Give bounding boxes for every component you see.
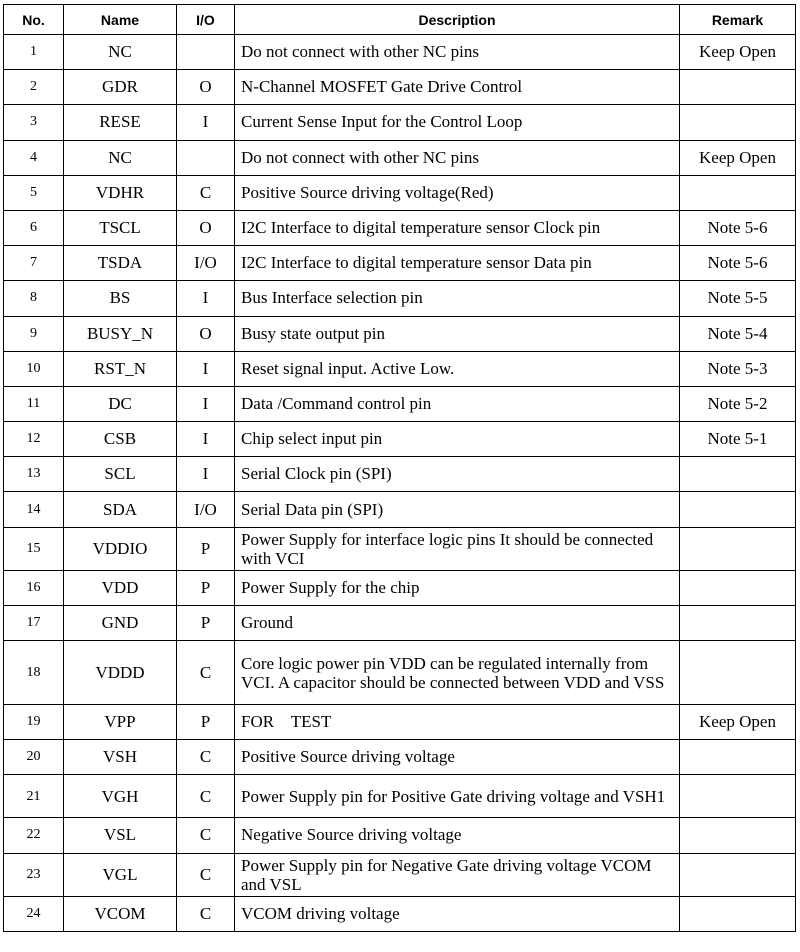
pin-description: Ground bbox=[235, 605, 680, 640]
pin-name: SDA bbox=[64, 492, 177, 527]
pin-description-table bbox=[3, 4, 796, 932]
pin-description: Negative Source driving voltage bbox=[235, 818, 680, 853]
pin-description: I2C Interface to digital temperature sensor Clock pin bbox=[235, 210, 680, 245]
pin-name: GND bbox=[64, 605, 177, 640]
pin-io bbox=[177, 140, 235, 175]
pin-remark bbox=[680, 740, 796, 775]
pin-io: O bbox=[177, 70, 235, 105]
table-row bbox=[4, 570, 796, 605]
pin-description: Power Supply for the chip bbox=[235, 570, 680, 605]
pin-name: VSH bbox=[64, 740, 177, 775]
pin-io: P bbox=[177, 570, 235, 605]
pin-description: Current Sense Input for the Control Loop bbox=[235, 105, 680, 140]
pin-io: C bbox=[177, 853, 235, 896]
table-row bbox=[4, 105, 796, 140]
pin-remark bbox=[680, 570, 796, 605]
pin-number: 17 bbox=[4, 605, 64, 640]
pin-name: RESE bbox=[64, 105, 177, 140]
pin-io: C bbox=[177, 175, 235, 210]
pin-name: GDR bbox=[64, 70, 177, 105]
table-row bbox=[4, 70, 796, 105]
table-row bbox=[4, 316, 796, 351]
pin-number: 2 bbox=[4, 70, 64, 105]
pin-io: I/O bbox=[177, 246, 235, 281]
pin-remark: Keep Open bbox=[680, 35, 796, 70]
pin-description: Power Supply pin for Negative Gate driving voltage VCOM and VSL bbox=[235, 853, 680, 896]
table-row bbox=[4, 605, 796, 640]
pin-name: NC bbox=[64, 35, 177, 70]
table-row bbox=[4, 641, 796, 705]
pin-number: 22 bbox=[4, 818, 64, 853]
table-row bbox=[4, 818, 796, 853]
pin-name: VDHR bbox=[64, 175, 177, 210]
table-row bbox=[4, 140, 796, 175]
table-row bbox=[4, 896, 796, 931]
pin-description: Bus Interface selection pin bbox=[235, 281, 680, 316]
pin-name: NC bbox=[64, 140, 177, 175]
table-row bbox=[4, 281, 796, 316]
pin-io: I/O bbox=[177, 492, 235, 527]
table-row bbox=[4, 35, 796, 70]
pin-number: 8 bbox=[4, 281, 64, 316]
pin-description: Chip select input pin bbox=[235, 422, 680, 457]
header-remark: Remark bbox=[680, 5, 796, 35]
table-row bbox=[4, 422, 796, 457]
table-row bbox=[4, 527, 796, 570]
pin-remark: Note 5-1 bbox=[680, 422, 796, 457]
pin-remark: Note 5-6 bbox=[680, 246, 796, 281]
table-row bbox=[4, 705, 796, 740]
pin-description: Data /Command control pin bbox=[235, 386, 680, 421]
pin-number: 11 bbox=[4, 386, 64, 421]
header-io: I/O bbox=[177, 5, 235, 35]
pin-description: Positive Source driving voltage(Red) bbox=[235, 175, 680, 210]
pin-number: 14 bbox=[4, 492, 64, 527]
pin-remark: Note 5-2 bbox=[680, 386, 796, 421]
pin-remark: Keep Open bbox=[680, 705, 796, 740]
pin-number: 6 bbox=[4, 210, 64, 245]
pin-io: P bbox=[177, 527, 235, 570]
pin-remark bbox=[680, 853, 796, 896]
pin-name: VDDIO bbox=[64, 527, 177, 570]
pin-number: 23 bbox=[4, 853, 64, 896]
pin-remark bbox=[680, 775, 796, 818]
pin-io: I bbox=[177, 422, 235, 457]
pin-description: Busy state output pin bbox=[235, 316, 680, 351]
pin-number: 4 bbox=[4, 140, 64, 175]
pin-name: BS bbox=[64, 281, 177, 316]
pin-remark: Keep Open bbox=[680, 140, 796, 175]
table-row bbox=[4, 775, 796, 818]
pin-io: I bbox=[177, 351, 235, 386]
pin-number: 16 bbox=[4, 570, 64, 605]
pin-description: Power Supply for interface logic pins It should be connected with VCI bbox=[235, 527, 680, 570]
pin-description: Do not connect with other NC pins bbox=[235, 140, 680, 175]
pin-name: DC bbox=[64, 386, 177, 421]
pin-remark bbox=[680, 457, 796, 492]
pin-io: O bbox=[177, 210, 235, 245]
pin-number: 5 bbox=[4, 175, 64, 210]
pin-remark bbox=[680, 641, 796, 705]
table-row bbox=[4, 210, 796, 245]
pin-io: C bbox=[177, 641, 235, 705]
pin-io: C bbox=[177, 818, 235, 853]
pin-name: VPP bbox=[64, 705, 177, 740]
pin-remark bbox=[680, 896, 796, 931]
pin-io: C bbox=[177, 896, 235, 931]
table-row bbox=[4, 457, 796, 492]
pin-name: VDDD bbox=[64, 641, 177, 705]
pin-io: P bbox=[177, 605, 235, 640]
pin-io: I bbox=[177, 386, 235, 421]
pin-number: 20 bbox=[4, 740, 64, 775]
pin-description: Do not connect with other NC pins bbox=[235, 35, 680, 70]
table-row bbox=[4, 386, 796, 421]
table-row bbox=[4, 175, 796, 210]
pin-description: Serial Data pin (SPI) bbox=[235, 492, 680, 527]
table-row bbox=[4, 740, 796, 775]
pin-number: 21 bbox=[4, 775, 64, 818]
pin-name: VDD bbox=[64, 570, 177, 605]
pin-remark: Note 5-4 bbox=[680, 316, 796, 351]
pin-description: Reset signal input. Active Low. bbox=[235, 351, 680, 386]
table-row bbox=[4, 246, 796, 281]
pin-io: C bbox=[177, 775, 235, 818]
pin-number: 1 bbox=[4, 35, 64, 70]
pin-remark bbox=[680, 605, 796, 640]
pin-number: 13 bbox=[4, 457, 64, 492]
pin-name: VSL bbox=[64, 818, 177, 853]
pin-description: Power Supply pin for Positive Gate driving voltage and VSH1 bbox=[235, 775, 680, 818]
pin-remark: Note 5-3 bbox=[680, 351, 796, 386]
pin-name: VGH bbox=[64, 775, 177, 818]
pin-remark: Note 5-5 bbox=[680, 281, 796, 316]
pin-io: P bbox=[177, 705, 235, 740]
pin-io bbox=[177, 35, 235, 70]
pin-number: 7 bbox=[4, 246, 64, 281]
header-description: Description bbox=[235, 5, 680, 35]
pin-io: I bbox=[177, 281, 235, 316]
pin-name: TSCL bbox=[64, 210, 177, 245]
pin-name: TSDA bbox=[64, 246, 177, 281]
pin-description: FOR TEST bbox=[235, 705, 680, 740]
pin-name: VCOM bbox=[64, 896, 177, 931]
pin-number: 9 bbox=[4, 316, 64, 351]
pin-remark bbox=[680, 527, 796, 570]
pin-remark: Note 5-6 bbox=[680, 210, 796, 245]
pin-name: RST_N bbox=[64, 351, 177, 386]
pin-number: 10 bbox=[4, 351, 64, 386]
pin-number: 3 bbox=[4, 105, 64, 140]
pin-io: C bbox=[177, 740, 235, 775]
pin-number: 12 bbox=[4, 422, 64, 457]
pin-remark bbox=[680, 492, 796, 527]
pin-name: VGL bbox=[64, 853, 177, 896]
pin-description: N-Channel MOSFET Gate Drive Control bbox=[235, 70, 680, 105]
pin-io: I bbox=[177, 457, 235, 492]
pin-description: Positive Source driving voltage bbox=[235, 740, 680, 775]
pin-description: VCOM driving voltage bbox=[235, 896, 680, 931]
pin-remark bbox=[680, 175, 796, 210]
pin-remark bbox=[680, 105, 796, 140]
header-no: No. bbox=[4, 5, 64, 35]
pin-number: 15 bbox=[4, 527, 64, 570]
pin-number: 18 bbox=[4, 641, 64, 705]
pin-remark bbox=[680, 70, 796, 105]
pin-name: SCL bbox=[64, 457, 177, 492]
pin-description: I2C Interface to digital temperature sensor Data pin bbox=[235, 246, 680, 281]
pin-name: CSB bbox=[64, 422, 177, 457]
table-row bbox=[4, 492, 796, 527]
pin-remark bbox=[680, 818, 796, 853]
pin-io: O bbox=[177, 316, 235, 351]
table-row bbox=[4, 351, 796, 386]
pin-number: 24 bbox=[4, 896, 64, 931]
table-row bbox=[4, 853, 796, 896]
pin-number: 19 bbox=[4, 705, 64, 740]
table-header-row bbox=[4, 5, 796, 35]
pin-name: BUSY_N bbox=[64, 316, 177, 351]
pin-description: Core logic power pin VDD can be regulated internally from VCI. A capacitor should be connected between VDD and VSS bbox=[235, 641, 680, 705]
header-name: Name bbox=[64, 5, 177, 35]
pin-description: Serial Clock pin (SPI) bbox=[235, 457, 680, 492]
pin-io: I bbox=[177, 105, 235, 140]
